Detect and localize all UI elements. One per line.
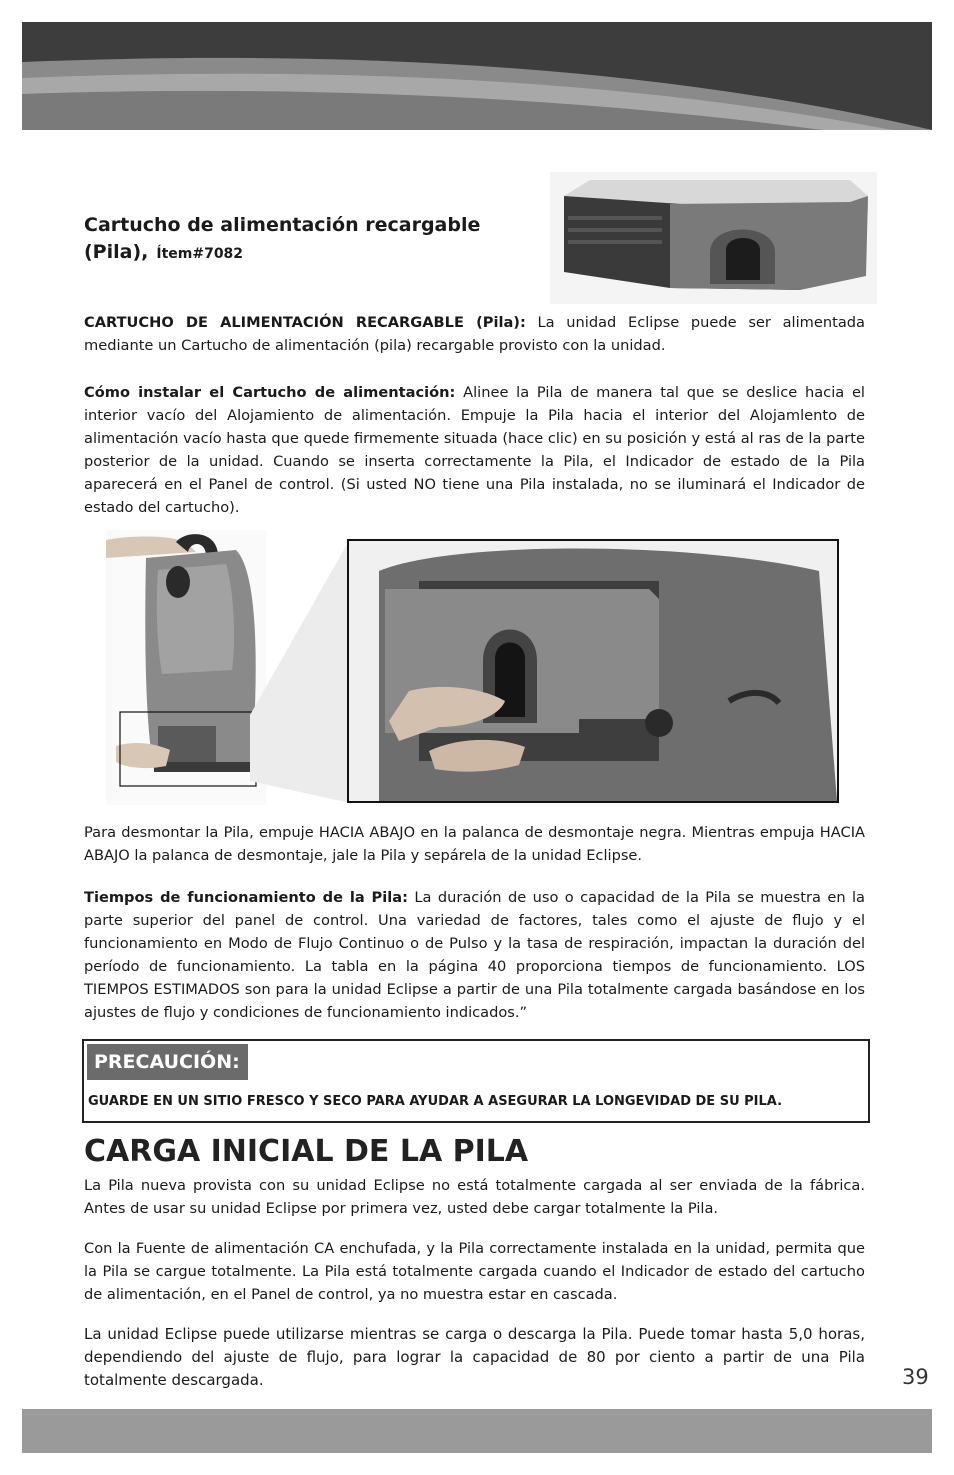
caution-label: PRECAUCIÓN: (87, 1044, 248, 1080)
charge-paragraph-3: La unidad Eclipse puede utilizarse mientras se carga o descarga la Pila. Puede tomar hasta 5,0 horas, dependiendo del ajuste de flujo, para lograr la capacidad de 80 por ciento a partir de una Pila totalmente descargada. (84, 1325, 865, 1389)
charge-paragraph-2: Con la Fuente de alimentación CA enchufada, y la Pila correctamente instalada en la unidad, permita que la Pila se cargue totalmente. La Pila está totalmente cargada cuando el Indicador de estado del cartucho de alimentación, en el Panel de control, ya no muestra estar en cascada. (84, 1240, 865, 1303)
intro-text: La unidad Eclipse puede ser alimentada mediante un Cartucho de alimentación (pila) recargable provisto con la unidad. (84, 314, 865, 354)
product-title-pila: (Pila), (84, 241, 149, 263)
header-swoosh (22, 22, 932, 130)
runtime-label: Tiempos de funcionamiento de la Pila: (84, 889, 408, 906)
zoom-wedge (250, 539, 350, 803)
unit-back-photo (106, 530, 266, 805)
section-heading: CARGA INICIAL DE LA PILA (84, 1134, 529, 1169)
install-paragraph (84, 381, 865, 519)
battery-cartridge-photo (550, 172, 877, 304)
install-label: Cómo instalar el Cartucho de alimentación: (84, 384, 456, 401)
charge-paragraph-1: La Pila nueva provista con su unidad Eclipse no está totalmente cargada al ser enviada de la fábrica. Antes de usar su unidad Eclipse por primera vez, usted debe cargar totalmente la Pila. (84, 1177, 865, 1217)
page-number: 39 (902, 1365, 929, 1389)
runtime-text: La duración de uso o capacidad de la Pila se muestra en la parte superior del panel de control. Una variedad de factores, tales como el ajuste de flujo y el funcionamiento en Modo de Flujo Continuo o de Pulso y la tasa de respiración, impactan la duración del período de funcionamiento. La tabla en la página 40 proporciona tiempos de funcionamiento. LOS TIEMPOS ESTIMADOS son para la unidad Eclipse a partir de una Pila totalmente cargada basándose en los ajustes de flujo y condiciones de funcionamiento indicados.” (84, 889, 865, 1021)
runtime-paragraph (84, 886, 865, 1024)
caution-box (82, 1039, 870, 1123)
product-title-line1: Cartucho de alimentación recargable (84, 214, 481, 236)
install-text: Alinee la Pila de manera tal que se deslice hacia el interior vacío del Alojamiento de alimentación. Empuje la Pila hacia el interior del Alojamlento de alimentación vacío hasta que quede firmemente situada (hace clic) en su posición y está al ras de la parte posterior de la unidad. Cuando se inserta correctamente la Pila, el Indicador de estado de la Pila aparecerá en el Panel de control. (Si usted NO tiene una Pila instalada, no se iluminará el Indicador de estado del cartucho). (84, 384, 865, 516)
caution-text: GUARDE EN UN SITIO FRESCO Y SECO PARA AYUDAR A ASEGURAR LA LONGEVIDAD DE SU PILA. (88, 1094, 783, 1109)
footer-band (22, 1409, 932, 1453)
intro-paragraph (84, 311, 865, 357)
battery-insert-photo (347, 539, 839, 803)
product-title (84, 212, 544, 268)
battery-insert-illustration (349, 541, 837, 801)
header-band (22, 22, 932, 130)
remove-paragraph: Para desmontar la Pila, empuje HACIA ABAJO en la palanca de desmontaje negra. Mientras empuja HACIA ABAJO la palanca de desmontaje, jale la Pila y sepárela de la unidad Eclipse. (84, 824, 865, 864)
intro-label: CARTUCHO DE ALIMENTACIÓN RECARGABLE (Pila): (84, 314, 526, 331)
product-item-number: Ítem#7082 (156, 246, 244, 262)
product-title-line2 (84, 239, 544, 268)
